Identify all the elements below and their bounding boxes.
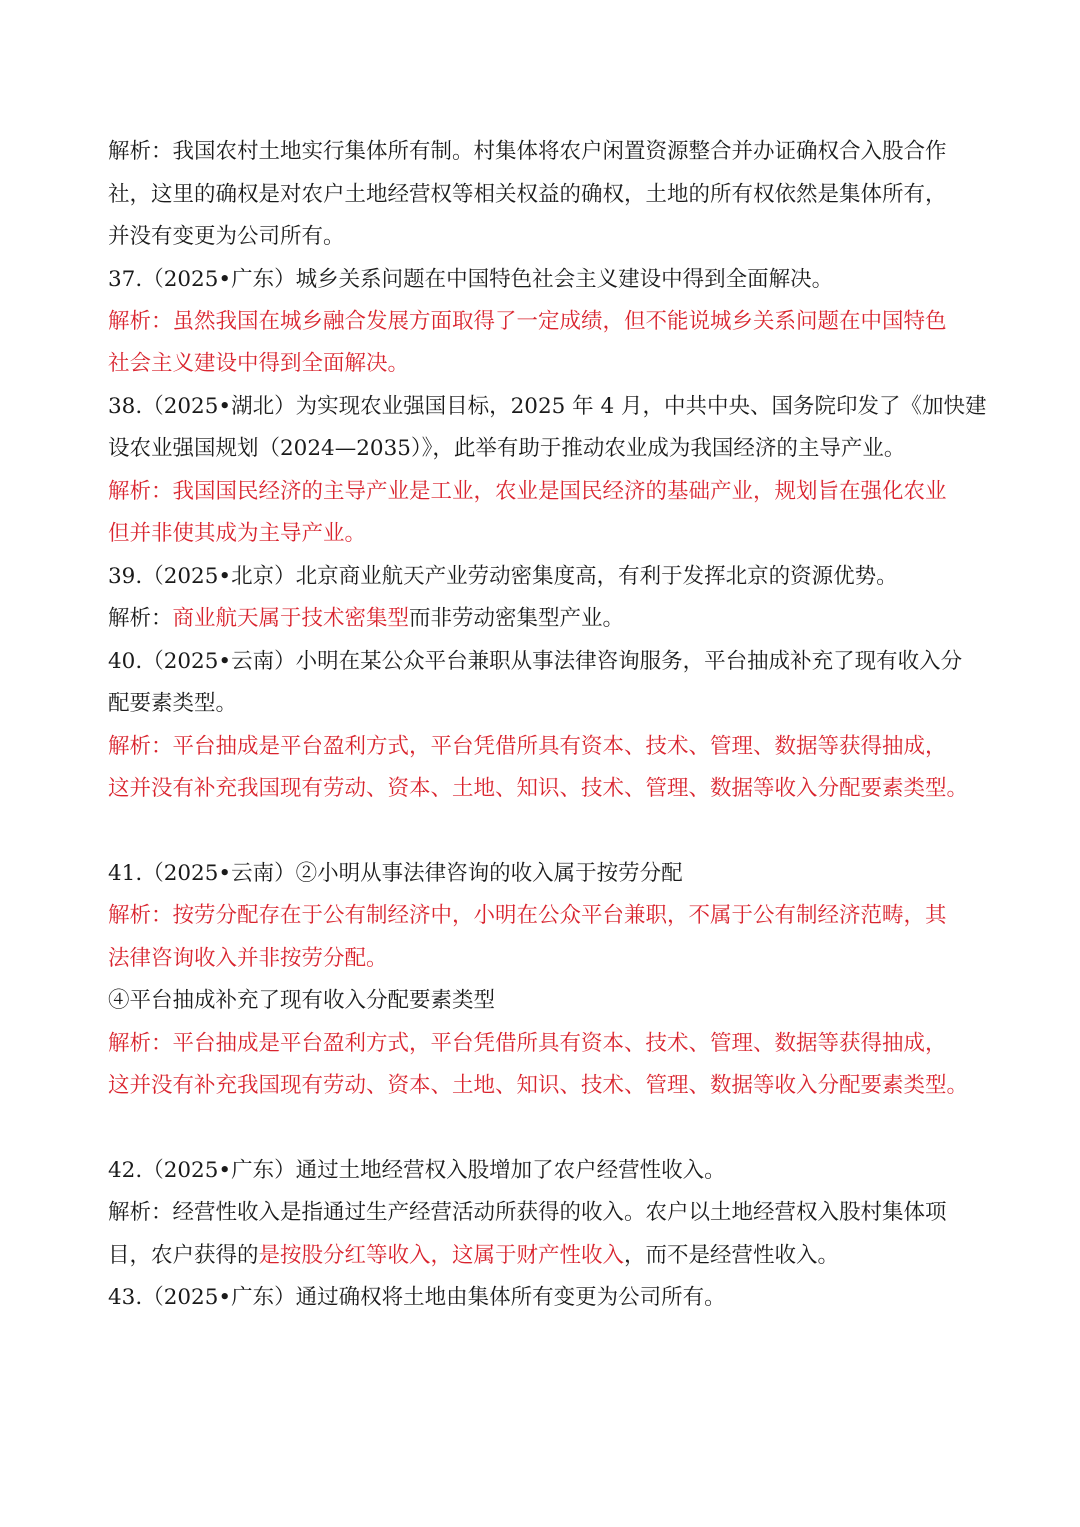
highlighted-text: 商业航天属于技术密集型 [172, 606, 410, 631]
body-text: 社，这里的确权是对农户土地经营权等相关权益的确权，土地的所有权依然是集体所有， [108, 182, 947, 207]
highlighted-text: 解析：平台抽成是平台盈利方式，平台凭借所具有资本、技术、管理、数据等获得抽成， [108, 1031, 947, 1056]
body-text: 43.（2025•广东）通过确权将土地由集体所有变更为公司所有。 [108, 1285, 726, 1310]
text-line [108, 472, 988, 512]
text-line [108, 1151, 988, 1191]
body-text: ④平台抽成补充了现有收入分配要素类型 [108, 988, 496, 1013]
highlighted-text: 是按股分红等收入，这属于财产性收入 [258, 1243, 625, 1268]
body-text: 37.（2025•广东）城乡关系问题在中国特色社会主义建设中得到全面解决。 [108, 267, 834, 292]
highlighted-text: 解析：我国国民经济的主导产业是工业，农业是国民经济的基础产业，规划旨在强化农业 [108, 479, 947, 504]
body-text: 并没有变更为公司所有。 [108, 224, 345, 249]
text-line [108, 1024, 988, 1064]
text-line [108, 684, 988, 724]
highlighted-text: 解析：平台抽成是平台盈利方式，平台凭借所具有资本、技术、管理、数据等获得抽成， [108, 734, 947, 759]
text-line [108, 599, 988, 639]
body-text: 解析： [108, 606, 173, 631]
body-text: 解析：经营性收入是指通过生产经营活动所获得的收入。农户以土地经营权入股村集体项 [108, 1200, 947, 1225]
text-line [108, 642, 988, 682]
body-text: 39.（2025•北京）北京商业航天产业劳动密集度高，有利于发挥北京的资源优势。 [108, 564, 898, 589]
highlighted-text: 这并没有补充我国现有劳动、资本、土地、知识、技术、管理、数据等收入分配要素类型。 [108, 1073, 969, 1098]
body-text: 42.（2025•广东）通过土地经营权入股增加了农户经营性收入。 [108, 1158, 726, 1183]
text-line [108, 939, 988, 979]
text-line [108, 132, 988, 172]
text-line [108, 896, 988, 936]
text-line [108, 1066, 988, 1106]
text-line [108, 557, 988, 597]
text-line [108, 175, 988, 215]
text-line [108, 217, 988, 257]
text-line [108, 429, 988, 469]
body-text: 解析：我国农村土地实行集体所有制。村集体将农户闲置资源整合并办证确权合入股合作 [108, 139, 947, 164]
text-line [108, 854, 988, 894]
highlighted-text: 解析：按劳分配存在于公有制经济中，小明在公众平台兼职，不属于公有制经济范畴，其 [108, 903, 947, 928]
body-text: 配要素类型。 [108, 691, 238, 716]
text-line [108, 981, 988, 1021]
highlighted-text: 法律咨询收入并非按劳分配。 [108, 946, 388, 971]
text-line [108, 1193, 988, 1233]
text-line [108, 727, 988, 767]
text-line [108, 387, 988, 427]
text-line [108, 302, 988, 342]
text-line [108, 514, 988, 554]
body-text: 40.（2025•云南）小明在某公众平台兼职从事法律咨询服务，平台抽成补充了现有收入分 [108, 649, 963, 674]
text-line [108, 769, 988, 809]
body-text: ，而不是经营性收入。 [624, 1243, 840, 1268]
text-line [108, 1278, 988, 1318]
body-text: 38.（2025•湖北）为实现农业强国目标，2025 年 4 月，中共中央、国务院印发了《加快建 [108, 394, 987, 419]
highlighted-text: 社会主义建设中得到全面解决。 [108, 351, 410, 376]
body-text: 41.（2025•云南）②小明从事法律咨询的收入属于按劳分配 [108, 861, 683, 886]
body-text: 而非劳动密集型产业。 [409, 606, 625, 631]
text-line [108, 1236, 988, 1276]
highlighted-text: 这并没有补充我国现有劳动、资本、土地、知识、技术、管理、数据等收入分配要素类型。 [108, 776, 969, 801]
highlighted-text: 解析：虽然我国在城乡融合发展方面取得了一定成绩，但不能说城乡关系问题在中国特色 [108, 309, 947, 334]
body-text: 目，农户获得的 [108, 1243, 259, 1268]
text-line [108, 344, 988, 384]
text-line [108, 260, 988, 300]
body-text: 设农业强国规划（2024—2035）》，此举有助于推动农业成为我国经济的主导产业。 [108, 436, 906, 461]
highlighted-text: 但并非使其成为主导产业。 [108, 521, 367, 546]
